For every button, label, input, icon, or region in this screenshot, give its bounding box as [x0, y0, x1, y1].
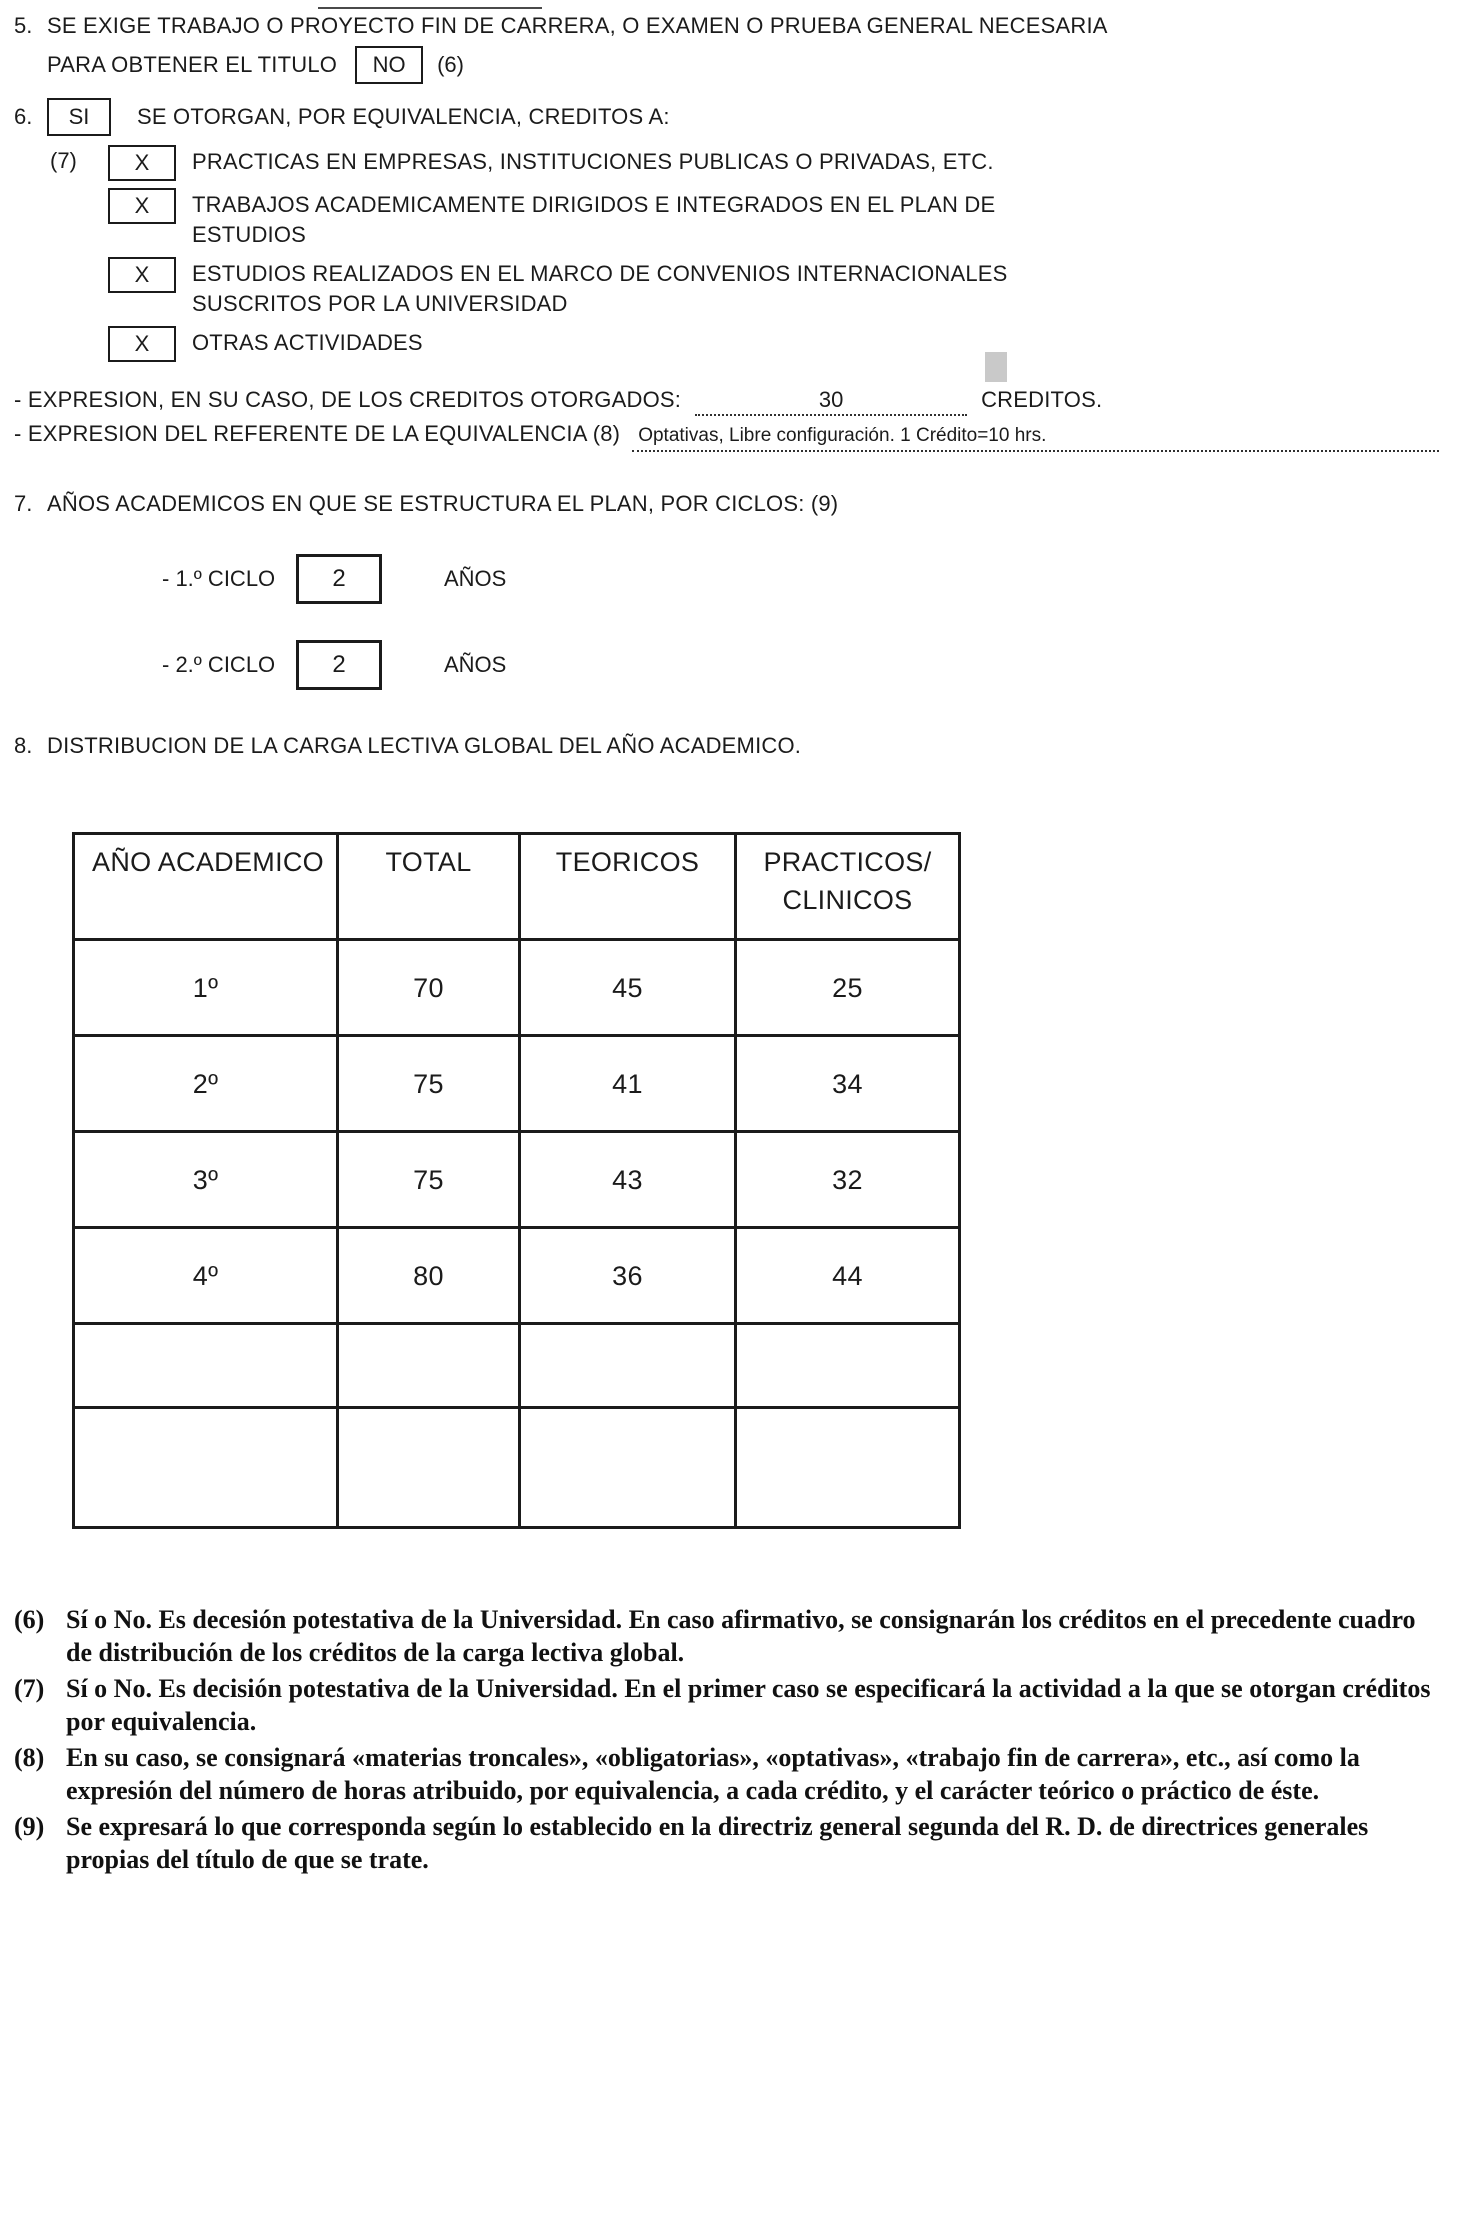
- footnote-9-text: Se expresará lo que corresponda según lo establecido en la directriz general segunda del R. D. de directrices generales propias del título de que se trate.: [66, 1812, 1369, 1874]
- footnote-ref-7: (7): [50, 148, 77, 173]
- creditos-unit: CREDITOS.: [981, 387, 1103, 412]
- footnote-ref-6: (6): [437, 52, 464, 77]
- prefix-spacer: [50, 188, 108, 190]
- option-convenios-internacionales: [50, 257, 1439, 319]
- cell-teoricos: 45: [520, 940, 736, 1036]
- prefix-spacer: [50, 257, 108, 259]
- footnote-6-text: Sí o No. Es decesión potestativa de la Universidad. En caso afirmativo, se consignarán los créditos en el precedente cuadro de distribución de los créditos de la carga lectiva global.: [66, 1605, 1416, 1667]
- equivalencia-answer-box: SI: [47, 98, 111, 136]
- prefix-spacer: [50, 326, 108, 328]
- ciclo-1-row: [162, 554, 1439, 604]
- cell-ano: [74, 1408, 338, 1528]
- referente-equivalencia-value: Optativas, Libre configuración. 1 Crédito=10 hrs.: [632, 424, 1439, 452]
- scan-artifact-smudge: [985, 352, 1007, 382]
- cell-ano: 3º: [74, 1132, 338, 1228]
- option-otras-actividades: [50, 326, 1439, 362]
- col-header-ano-academico: AÑO ACADEMICO: [74, 834, 338, 940]
- checkbox-practicas-empresas: X: [108, 145, 176, 181]
- footnote-8-text: En su caso, se consignará «materias troncales», «obligatorias», «optativas», «trabajo fin de carrera», etc., así como la expresión del número de horas atribuido, por equivalencia, a cada crédito, y el carácter teórico o práctico de éste.: [66, 1743, 1360, 1805]
- ciclo-1-unit: AÑOS: [444, 566, 507, 591]
- option-practicas-empresas: [50, 145, 1439, 181]
- cell-practicos: [736, 1408, 960, 1528]
- cell-teoricos: 41: [520, 1036, 736, 1132]
- col-header-teoricos: TEORICOS: [520, 834, 736, 940]
- footnote-6-ref: (6): [14, 1605, 45, 1634]
- option-trabajos-academicos: [50, 188, 1439, 250]
- equivalencia-options: [50, 145, 1439, 362]
- section-6-equivalencias: [14, 98, 1439, 452]
- footnote-9: [14, 1810, 1431, 1876]
- cell-practicos: 32: [736, 1132, 960, 1228]
- table-row-2: [74, 1036, 960, 1132]
- table-row-1: [74, 940, 960, 1036]
- cell-total: [338, 1408, 520, 1528]
- section-5-requisito-titulo: [14, 12, 1439, 84]
- cell-teoricos: [520, 1324, 736, 1408]
- table-row-3: [74, 1132, 960, 1228]
- ciclo-2-label: - 2.º CICLO: [162, 652, 276, 677]
- option-label: TRABAJOS ACADEMICAMENTE DIRIGIDOS E INTEGRADOS EN EL PLAN DE ESTUDIOS: [192, 192, 996, 247]
- ciclo-1-anos-box: 2: [296, 554, 382, 604]
- cell-ano: [74, 1324, 338, 1408]
- section5-number: 5.: [14, 13, 33, 38]
- table-row-4: [74, 1228, 960, 1324]
- footnote-6: [14, 1603, 1431, 1669]
- cell-practicos: 34: [736, 1036, 960, 1132]
- cell-total: 80: [338, 1228, 520, 1324]
- table-row-empty-1: [74, 1324, 960, 1408]
- ciclo-2-row: [162, 640, 1439, 690]
- footnotes: [14, 1603, 1439, 1876]
- creditos-otorgados-row: [14, 386, 1439, 416]
- ciclo-2-anos-box: 2: [296, 640, 382, 690]
- section-8-carga-lectiva: [14, 732, 1439, 1529]
- table-header-row: [74, 834, 960, 940]
- col-header-total: TOTAL: [338, 834, 520, 940]
- section8-number: 8.: [14, 733, 33, 758]
- footnote-7: [14, 1672, 1431, 1738]
- section5-text-line2: PARA OBTENER EL TITULO: [47, 52, 338, 77]
- section7-number: 7.: [14, 491, 33, 516]
- cell-ano: 1º: [74, 940, 338, 1036]
- option-label: OTRAS ACTIVIDADES: [192, 330, 423, 355]
- creditos-otorgados-label: - EXPRESION, EN SU CASO, DE LOS CREDITOS OTORGADOS:: [14, 387, 682, 412]
- section5-text-line1: SE EXIGE TRABAJO O PROYECTO FIN DE CARRERA, O EXAMEN O PRUEBA GENERAL NECESARIA: [47, 13, 1108, 38]
- cell-practicos: 25: [736, 940, 960, 1036]
- footnote-9-ref: (9): [14, 1812, 45, 1841]
- section6-number: 6.: [14, 104, 33, 129]
- cell-total: 75: [338, 1036, 520, 1132]
- cell-ano: 4º: [74, 1228, 338, 1324]
- scan-artifact-line: [318, 7, 542, 9]
- checkbox-convenios-internacionales: X: [108, 257, 176, 293]
- cell-teoricos: 43: [520, 1132, 736, 1228]
- cell-practicos: 44: [736, 1228, 960, 1324]
- checkbox-trabajos-academicos: X: [108, 188, 176, 224]
- referente-equivalencia-row: [14, 420, 1439, 452]
- creditos-otorgados-value: 30: [695, 386, 967, 416]
- section7-heading: AÑOS ACADEMICOS EN QUE SE ESTRUCTURA EL PLAN, POR CICLOS: (9): [47, 491, 839, 516]
- cell-practicos: [736, 1324, 960, 1408]
- footnote-7-ref: (7): [14, 1674, 45, 1703]
- cell-ano: 2º: [74, 1036, 338, 1132]
- cell-teoricos: [520, 1408, 736, 1528]
- referente-equivalencia-label: - EXPRESION DEL REFERENTE DE LA EQUIVALENCIA (8): [14, 421, 621, 446]
- ciclo-1-label: - 1.º CICLO: [162, 566, 276, 591]
- option-label: ESTUDIOS REALIZADOS EN EL MARCO DE CONVENIOS INTERNACIONALES SUSCRITOS POR LA UNIVERSIDAD: [192, 261, 1008, 316]
- footnote-7-text: Sí o No. Es decisión potestativa de la Universidad. En el primer caso se especificará la actividad a la que se otorgan créditos por equivalencia.: [66, 1674, 1431, 1736]
- cell-teoricos: 36: [520, 1228, 736, 1324]
- footnote-8-ref: (8): [14, 1743, 45, 1772]
- section-7-ciclos: [14, 490, 1439, 690]
- ciclo-2-unit: AÑOS: [444, 652, 507, 677]
- col-header-practicos-clinicos: PRACTICOS/ CLINICOS: [736, 834, 960, 940]
- section6-heading: SE OTORGAN, POR EQUIVALENCIA, CREDITOS A:: [137, 104, 670, 129]
- cell-total: 75: [338, 1132, 520, 1228]
- titulo-answer-box: NO: [355, 46, 423, 84]
- carga-lectiva-table: [72, 832, 961, 1529]
- cell-total: 70: [338, 940, 520, 1036]
- checkbox-otras-actividades: X: [108, 326, 176, 362]
- footnote-8: [14, 1741, 1431, 1807]
- cell-total: [338, 1324, 520, 1408]
- table-row-empty-2: [74, 1408, 960, 1528]
- option-label: PRACTICAS EN EMPRESAS, INSTITUCIONES PUBLICAS O PRIVADAS, ETC.: [192, 149, 994, 174]
- section8-heading: DISTRIBUCION DE LA CARGA LECTIVA GLOBAL DEL AÑO ACADEMICO.: [47, 733, 802, 758]
